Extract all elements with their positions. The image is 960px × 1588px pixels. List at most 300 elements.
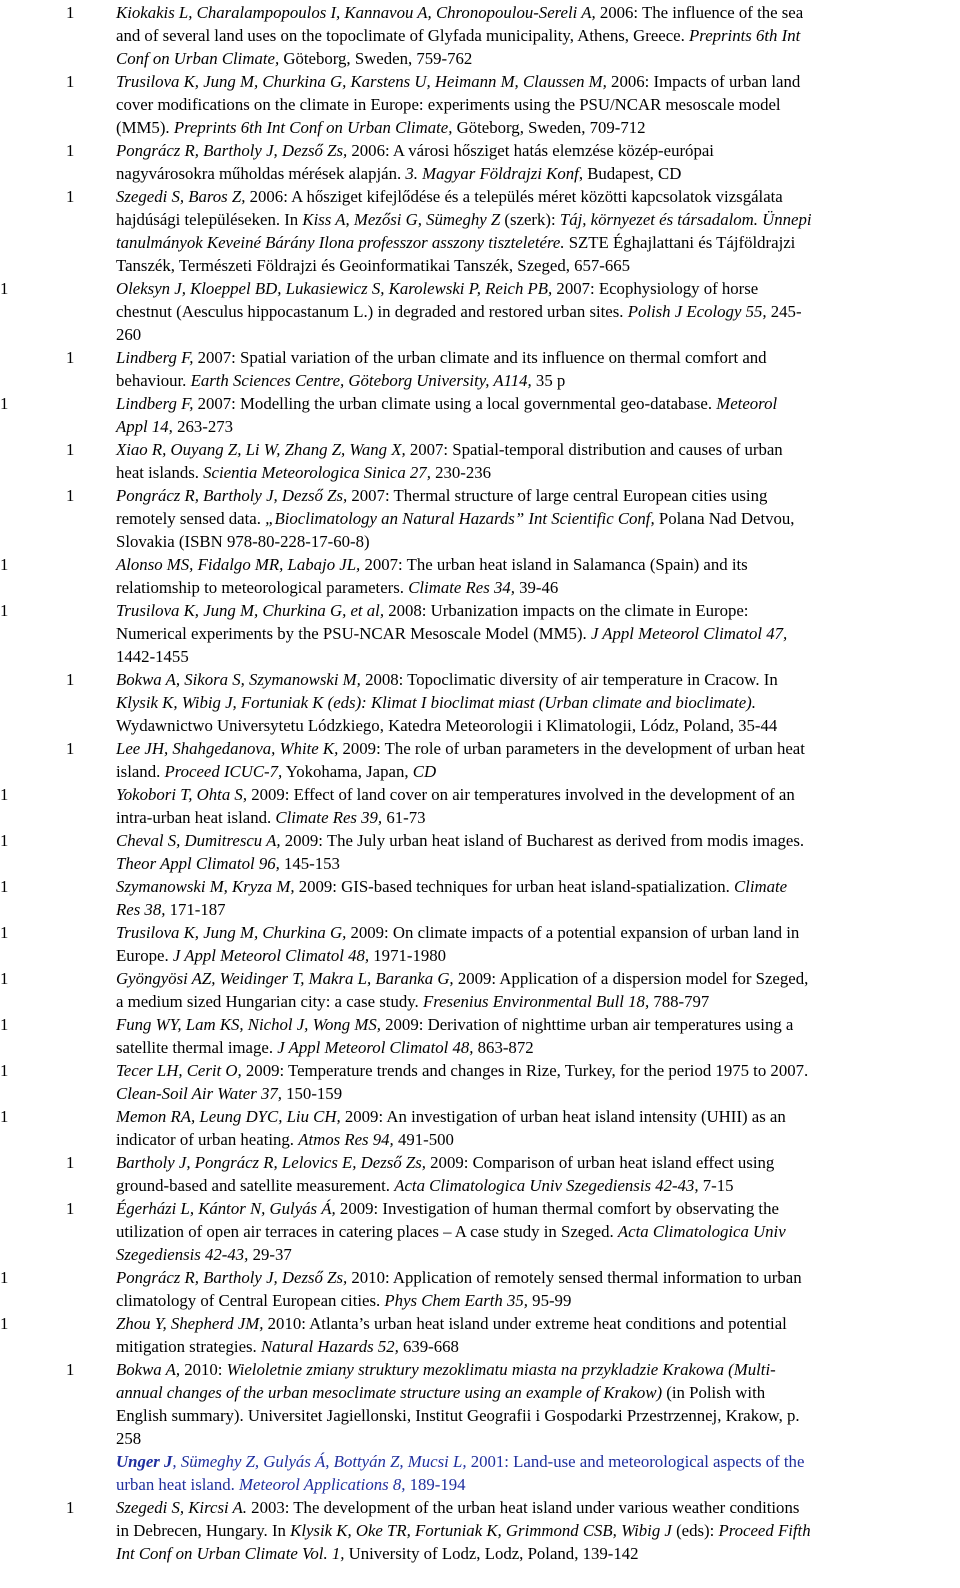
plain-text: 2003: The development of the urban heat island under various weather conditions: [246, 1498, 800, 1517]
reference-line: [116, 392, 956, 415]
plain-text: , Budapest, CD: [578, 164, 682, 183]
reference-entry: [0, 1496, 960, 1565]
plain-text: Tanszék, Természeti Földrajzi és Geoinformatikai Tanszék, Szeged, 657-665: [116, 256, 631, 275]
italic-text: Szegediensis 42-43,: [116, 1245, 249, 1264]
reference-entry: [0, 185, 960, 277]
italic-text: annual changes of the urban mesoclimate structure using an example of Krakow): [116, 1383, 663, 1402]
reference-line: [116, 438, 956, 461]
plain-text: satellite thermal image.: [116, 1038, 278, 1057]
reference-line: [116, 944, 956, 967]
plain-text: 491-500: [393, 1130, 454, 1149]
reference-text: [116, 392, 956, 438]
plain-text: 863-872: [473, 1038, 534, 1057]
reference-marker: 1: [66, 670, 75, 689]
reference-line: [116, 783, 956, 806]
reference-line: [116, 346, 956, 369]
plain-text: 2009: Application of a dispersion model for Szeged,: [453, 969, 809, 988]
italic-text: Alonso MS, Fidalgo MR, Labajo JL,: [116, 555, 361, 574]
italic-text: Memon RA, Leung DYC, Liu CH,: [116, 1107, 341, 1126]
plain-text: Wydawnictwo Universytetu Lódzkiego, Katedra Meteorologii i Klimatologii, Lódz, Poland, 35-44: [116, 716, 778, 735]
italic-text: Scientia Meteorologica Sinica 27,: [203, 463, 431, 482]
plain-text: (eds):: [671, 1521, 719, 1540]
reference-text: [116, 484, 956, 553]
reference-text: [116, 1358, 956, 1450]
reference-line: [116, 1059, 956, 1082]
plain-text: 2007: Ecophysiology of horse: [552, 279, 759, 298]
reference-text: [116, 668, 956, 737]
reference-line: [116, 47, 956, 70]
reference-text: [116, 1197, 956, 1266]
reference-marker: 1: [0, 785, 9, 804]
plain-text: 2007: Thermal structure of large central European cities using: [347, 486, 768, 505]
plain-text: 2007: Modelling the urban climate using a local governmental geo-database.: [193, 394, 717, 413]
plain-text: 2001: Land-use and meteorological aspects of the: [466, 1452, 805, 1471]
reference-entry: [0, 1105, 960, 1151]
reference-text: [116, 875, 956, 921]
plain-text: Europe.: [116, 946, 173, 965]
plain-text: 258: [116, 1429, 142, 1448]
italic-text: Proceed Fifth: [718, 1521, 811, 1540]
plain-text: climatology of Central European cities.: [116, 1291, 385, 1310]
plain-text: 2010: Atlanta’s urban heat island under extreme heat conditions and potential: [263, 1314, 787, 1333]
plain-text: ground-based and satellite measurement.: [116, 1176, 395, 1195]
italic-text: Bokwa A,: [116, 1360, 181, 1379]
plain-text: Numerical experiments by the PSU-NCAR Mesoscale Model (MM5).: [116, 624, 591, 643]
italic-text: Kiokakis L, Charalampopoulos I, Kannavou A, Chronopoulou-Sereli A,: [116, 3, 596, 22]
plain-text: 2009: GIS-based techniques for urban heat island-spatialization.: [294, 877, 734, 896]
reference-line: [116, 208, 956, 231]
italic-text: Szegedi S, Baros Z,: [116, 187, 246, 206]
reference-text: [116, 1151, 956, 1197]
plain-text: 230-236: [430, 463, 492, 482]
reference-line: [116, 1427, 956, 1450]
reference-line: [116, 898, 956, 921]
reference-entry: [0, 875, 960, 921]
reference-line: [116, 622, 956, 645]
reference-line: [116, 576, 956, 599]
italic-text: Klysik K, Oke TR, Fortuniak K, Grimmond CSB, Wibig J: [290, 1521, 672, 1540]
reference-marker: 1: [66, 348, 75, 367]
plain-text: 2010: Application of remotely sensed thermal information to urban: [347, 1268, 802, 1287]
italic-text: Bartholy J, Pongrácz R, Lelovics E, Dezső Zs,: [116, 1153, 426, 1172]
plain-text: 61-73: [382, 808, 426, 827]
italic-text: Fung WY, Lam KS, Nichol J, Wong MS,: [116, 1015, 381, 1034]
plain-text: chestnut (Aesculus hippocastanum L.) in degraded and restored urban sites.: [116, 302, 628, 321]
reference-entry: [0, 1059, 960, 1105]
italic-text: Zhou Y, Shepherd JM,: [116, 1314, 264, 1333]
italic-text: Lindberg F,: [116, 394, 194, 413]
reference-marker: 1: [66, 3, 75, 22]
reference-line: [116, 1, 956, 24]
italic-text: Conf on Urban Climate,: [116, 49, 284, 68]
plain-text: 2009: Investigation of human thermal comfort by observating the: [335, 1199, 779, 1218]
italic-text: Bokwa A, Sikora S, Szymanowski M,: [116, 670, 361, 689]
plain-text: a medium sized Hungarian city: a case study.: [116, 992, 423, 1011]
plain-text: Göteborg, Sweden, 709-712: [456, 118, 646, 137]
italic-text: Trusilova K, Jung M, Churkina G, et al,: [116, 601, 385, 620]
reference-line: [116, 1450, 956, 1473]
italic-text: J Appl Meteorol Climatol 48,: [277, 1038, 474, 1057]
reference-marker: 1: [0, 279, 9, 298]
reference-entry: [0, 484, 960, 553]
reference-line: [116, 231, 956, 254]
plain-text: Slovakia (ISBN 978-80-228-17-60-8): [116, 532, 370, 551]
reference-entry: [0, 829, 960, 875]
reference-entry: [0, 1450, 960, 1496]
italic-text: Yokobori T, Ohta S,: [116, 785, 248, 804]
reference-entry: [0, 1151, 960, 1197]
reference-line: [116, 185, 956, 208]
reference-line: [116, 1542, 956, 1565]
italic-text: J Appl Meteorol Climatol 47,: [590, 624, 788, 643]
reference-entry: [0, 921, 960, 967]
reference-marker: 1: [66, 1498, 75, 1517]
reference-entry: [0, 438, 960, 484]
reference-line: [116, 875, 956, 898]
reference-line: [116, 1243, 956, 1266]
reference-text: [116, 1450, 956, 1496]
reference-marker: 1: [66, 1199, 75, 1218]
plain-text: 1442-1455: [116, 647, 189, 666]
reference-text: [116, 553, 956, 599]
italic-text: J Appl Meteorol Climatol 48,: [172, 946, 370, 965]
reference-line: [116, 1266, 956, 1289]
plain-text: 2008: Urbanization impacts on the climate in Europe:: [384, 601, 749, 620]
plain-text: island.: [116, 762, 165, 781]
italic-text: Polish J Ecology 55,: [627, 302, 767, 321]
plain-text: 2009: Temperature trends and changes in Rize, Turkey, for the period 1975 to 2007.: [241, 1061, 809, 1080]
reference-line: [116, 806, 956, 829]
reference-entry: [0, 392, 960, 438]
plain-text: 35 p: [531, 371, 566, 390]
reference-marker: 1: [0, 831, 9, 850]
reference-entry: [0, 70, 960, 139]
plain-text: nagyvárosokra műholdas mérések alapján.: [116, 164, 406, 183]
italic-text: Tecer LH, Cerit O,: [116, 1061, 242, 1080]
reference-line: [116, 254, 956, 277]
reference-marker: 1: [0, 394, 9, 413]
italic-text: Clean-Soil Air Water 37,: [116, 1084, 282, 1103]
italic-text: Int Conf on Urban Climate Vol. 1,: [116, 1544, 345, 1563]
reference-line: [116, 1036, 956, 1059]
plain-text: 145-153: [279, 854, 340, 873]
italic-text: Unger J: [116, 1452, 173, 1471]
reference-text: [116, 921, 956, 967]
plain-text: 260: [116, 325, 142, 344]
reference-marker: 1: [66, 187, 75, 206]
plain-text: indicator of urban heating.: [116, 1130, 299, 1149]
reference-line: [116, 967, 956, 990]
reference-marker: 1: [0, 1268, 9, 1287]
reference-line: [116, 1128, 956, 1151]
italic-text: Fresenius Environmental Bull 18,: [422, 992, 650, 1011]
plain-text: 1971-1980: [369, 946, 447, 965]
plain-text: heat islands.: [116, 463, 204, 482]
reference-line: [116, 645, 956, 668]
plain-text: SZTE Éghajlattani és Tájföldrajzi: [568, 233, 796, 252]
reference-line: [116, 415, 956, 438]
reference-entry: [0, 139, 960, 185]
plain-text: Göteborg, Sweden, 759-762: [283, 49, 473, 68]
plain-text: 2006: Impacts of urban land: [606, 72, 801, 91]
reference-line: [116, 714, 956, 737]
italic-text: Szegedi S, Kircsi A.: [116, 1498, 247, 1517]
reference-marker: 1: [0, 555, 9, 574]
reference-entry: [0, 967, 960, 1013]
reference-entry: [0, 1197, 960, 1266]
plain-text: 95-99: [527, 1291, 572, 1310]
plain-text: University of Lodz, Lodz, Poland, 139-142: [344, 1544, 639, 1563]
reference-line: [116, 162, 956, 185]
italic-text: Pongrácz R, Bartholy J, Dezső Zs,: [116, 1268, 348, 1287]
plain-text: utilization of open air terraces in catering places – A case study in Szeged.: [116, 1222, 618, 1241]
reference-line: [116, 461, 956, 484]
reference-text: [116, 737, 956, 783]
italic-text: Klysik K, Wibig J, Fortuniak K (eds): Klimat I bioclimat miast (Urban climate and bioclimate).: [116, 693, 756, 712]
reference-line: [116, 323, 956, 346]
italic-text: 3. Magyar Földrajzi Konf: [405, 164, 579, 183]
reference-line: [116, 1381, 956, 1404]
reference-line: [116, 24, 956, 47]
reference-line: [116, 70, 956, 93]
plain-text: 2009: The July urban heat island of Bucharest as derived from modis images.: [280, 831, 805, 850]
italic-text: Kiss A, Mezősi G, Sümeghy Z: [302, 210, 501, 229]
reference-text: [116, 185, 956, 277]
plain-text: intra-urban heat island.: [116, 808, 276, 827]
reference-text: [116, 967, 956, 1013]
reference-text: [116, 139, 956, 185]
italic-text: Pongrácz R, Bartholy J, Dezső Zs,: [116, 486, 348, 505]
italic-text: Gyöngyösi AZ, Weidinger T, Makra L, Baranka G,: [116, 969, 454, 988]
italic-text: „Bioclimatology an Natural Hazards” Int Scientific Conf,: [265, 509, 655, 528]
plain-text: 2009: Derivation of nighttime urban air temperatures using a: [380, 1015, 794, 1034]
italic-text: Theor Appl Climatol 96,: [116, 854, 280, 873]
reference-entry: [0, 1358, 960, 1450]
italic-text: Appl 14,: [116, 417, 173, 436]
reference-text: [116, 1105, 956, 1151]
italic-text: Climate: [733, 877, 788, 896]
plain-text: in Debrecen, Hungary. In: [116, 1521, 291, 1540]
plain-text: English summary). Universitet Jagiellonski, Institut Geografii i Gospodarki Przestrzennej, Krakow, p.: [116, 1406, 800, 1425]
reference-entry: [0, 553, 960, 599]
reference-line: [116, 829, 956, 852]
plain-text: Yokohama, Japan,: [282, 762, 413, 781]
plain-text: 29-37: [248, 1245, 292, 1264]
plain-text: (szerk):: [500, 210, 560, 229]
reference-marker: 1: [0, 877, 9, 896]
reference-line: [116, 1082, 956, 1105]
reference-text: [116, 70, 956, 139]
italic-text: Trusilova K, Jung M, Churkina G, Karstens U, Heimann M, Claussen M,: [116, 72, 607, 91]
reference-line: [116, 1335, 956, 1358]
reference-line: [116, 990, 956, 1013]
reference-entry: [0, 1312, 960, 1358]
italic-text: Preprints 6th Int: [689, 26, 801, 45]
italic-text: Szymanowski M, Kryza M,: [116, 877, 295, 896]
italic-text: Meteorol: [716, 394, 778, 413]
reference-text: [116, 1059, 956, 1105]
reference-text: [116, 783, 956, 829]
plain-text: mitigation strategies.: [116, 1337, 261, 1356]
plain-text: 2009: Comparison of urban heat island effect using: [425, 1153, 775, 1172]
italic-text: Climate Res 39,: [275, 808, 383, 827]
reference-line: [116, 1289, 956, 1312]
italic-text: Preprints 6th Int Conf on Urban Climate,: [173, 118, 457, 137]
reference-text: [116, 1312, 956, 1358]
reference-entry: [0, 599, 960, 668]
reference-marker: 1: [66, 141, 75, 160]
reference-entry: [0, 346, 960, 392]
reference-line: [116, 1473, 956, 1496]
plain-text: 2009: Effect of land cover on air temperatures involved in the development of an: [247, 785, 795, 804]
italic-text: Phys Chem Earth 35,: [384, 1291, 528, 1310]
italic-text: Natural Hazards 52,: [260, 1337, 399, 1356]
reference-text: [116, 1266, 956, 1312]
reference-text: [116, 438, 956, 484]
reference-line: [116, 691, 956, 714]
reference-line: [116, 737, 956, 760]
plain-text: relatiomship to meteorological parameters.: [116, 578, 409, 597]
reference-line: [116, 1151, 956, 1174]
reference-marker: 1: [0, 923, 9, 942]
reference-line: [116, 760, 956, 783]
plain-text: 189-194: [405, 1475, 466, 1494]
italic-text: Lindberg F,: [116, 348, 194, 367]
reference-line: [116, 1197, 956, 1220]
plain-text: 2009: On climate impacts of a potential expansion of urban land in: [346, 923, 800, 942]
reference-line: [116, 277, 956, 300]
reference-marker: 1: [0, 1015, 9, 1034]
reference-line: [116, 116, 956, 139]
italic-text: Oleksyn J, Kloeppel BD, Lukasiewicz S, Karolewski P, Reich PB,: [116, 279, 553, 298]
reference-entry: [0, 737, 960, 783]
plain-text: 788-797: [649, 992, 710, 1011]
italic-text: Xiao R, Ouyang Z, Li W, Zhang Z, Wang X,: [116, 440, 406, 459]
reference-line: [116, 300, 956, 323]
italic-text: tanulmányok Keveiné Bárány Ilona professzor asszony tiszteletére.: [116, 233, 569, 252]
reference-line: [116, 1404, 956, 1427]
reference-entry: [0, 668, 960, 737]
reference-marker: 1: [0, 969, 9, 988]
italic-text: Trusilova K, Jung M, Churkina G,: [116, 923, 347, 942]
reference-marker: 1: [0, 1061, 9, 1080]
italic-text: Acta Climatologica Univ Szegediensis 42-43,: [394, 1176, 699, 1195]
plain-text: behaviour.: [116, 371, 191, 390]
italic-text: , Sümeghy Z, Gulyás Á, Bottyán Z, Mucsi L,: [172, 1452, 467, 1471]
italic-text: Atmos Res 94,: [298, 1130, 394, 1149]
plain-text: (in Polish with: [662, 1383, 766, 1402]
italic-text: Cheval S, Dumitrescu A,: [116, 831, 281, 850]
plain-text: 7-15: [698, 1176, 734, 1195]
reference-line: [116, 1174, 956, 1197]
reference-line: [116, 1312, 956, 1335]
reference-text: [116, 1496, 956, 1565]
reference-line: [116, 530, 956, 553]
reference-line: [116, 1358, 956, 1381]
italic-text: Wieloletnie zmiany struktury mezoklimatu miasta na przykladzie Krakowa (Multi-: [226, 1360, 776, 1379]
plain-text: 2008: Topoclimatic diversity of air temperature in Cracow. In: [360, 670, 778, 689]
reference-text: [116, 1013, 956, 1059]
italic-text: Res 38,: [116, 900, 166, 919]
plain-text: remotely sensed data.: [116, 509, 266, 528]
reference-marker: 1: [66, 1153, 75, 1172]
plain-text: and of several land uses on the topoclimate of Glyfada municipality, Athens, Greece.: [116, 26, 690, 45]
plain-text: hajdúsági településeken. In: [116, 210, 303, 229]
reference-text: [116, 599, 956, 668]
plain-text: Polana Nad Detvou,: [654, 509, 795, 528]
italic-text: Earth Sciences Centre, Göteborg University, A114,: [190, 371, 532, 390]
reference-entry: [0, 783, 960, 829]
plain-text: 2006: A hősziget kifejlődése és a település méret közötti kapcsolatok vizsgálata: [245, 187, 783, 206]
italic-text: Proceed ICUC-7,: [164, 762, 283, 781]
italic-text: CD: [412, 762, 437, 781]
reference-marker: 1: [0, 1107, 9, 1126]
reference-entry: [0, 1, 960, 70]
reference-marker: 1: [66, 72, 75, 91]
reference-marker: 1: [66, 739, 75, 758]
reference-line: [116, 1105, 956, 1128]
plain-text: 2006: A városi hősziget hatás elemzése közép-európai: [347, 141, 714, 160]
reference-marker: 1: [0, 601, 9, 620]
reference-line: [116, 139, 956, 162]
reference-marker: 1: [0, 1314, 9, 1333]
italic-text: Lee JH, Shahgedanova, White K,: [116, 739, 339, 758]
plain-text: 2007: The urban heat island in Salamanca (Spain) and its: [360, 555, 748, 574]
plain-text: 2009: An investigation of urban heat island intensity (UHII) as an: [340, 1107, 786, 1126]
italic-text: Pongrácz R, Bartholy J, Dezső Zs,: [116, 141, 348, 160]
italic-text: Táj, környezet és társadalom. Ünnepi: [559, 210, 812, 229]
plain-text: 2010:: [180, 1360, 227, 1379]
italic-text: Climate Res 34,: [408, 578, 515, 597]
reference-text: [116, 277, 956, 346]
plain-text: 39-46: [514, 578, 559, 597]
reference-line: [116, 1496, 956, 1519]
plain-text: 150-159: [281, 1084, 343, 1103]
reference-text: [116, 1, 956, 70]
reference-line: [116, 484, 956, 507]
plain-text: 2007: Spatial-temporal distribution and causes of urban: [405, 440, 783, 459]
reference-text: [116, 829, 956, 875]
plain-text: urban heat island.: [116, 1475, 240, 1494]
reference-marker: 1: [66, 1360, 75, 1379]
reference-marker: 1: [66, 486, 75, 505]
reference-line: [116, 852, 956, 875]
plain-text: 639-668: [398, 1337, 459, 1356]
italic-text: Meteorol Applications 8,: [239, 1475, 406, 1494]
reference-line: [116, 1220, 956, 1243]
plain-text: 263-273: [172, 417, 234, 436]
reference-entry: [0, 1266, 960, 1312]
plain-text: cover modifications on the climate in Europe: experiments using the PSU/NCAR mesoscale model: [116, 95, 781, 114]
reference-line: [116, 93, 956, 116]
reference-line: [116, 921, 956, 944]
reference-line: [116, 553, 956, 576]
reference-line: [116, 507, 956, 530]
italic-text: Égerházi L, Kántor N, Gulyás Á,: [116, 1199, 336, 1218]
plain-text: (MM5).: [116, 118, 174, 137]
reference-line: [116, 1519, 956, 1542]
plain-text: 171-187: [165, 900, 226, 919]
plain-text: 245-: [766, 302, 802, 321]
reference-entry: [0, 1013, 960, 1059]
italic-text: Acta Climatologica Univ: [617, 1222, 786, 1241]
plain-text: 2007: Spatial variation of the urban climate and its influence on thermal comfort and: [193, 348, 767, 367]
reference-line: [116, 369, 956, 392]
plain-text: 2006: The influence of the sea: [595, 3, 804, 22]
reference-line: [116, 599, 956, 622]
reference-line: [116, 668, 956, 691]
reference-text: [116, 346, 956, 392]
